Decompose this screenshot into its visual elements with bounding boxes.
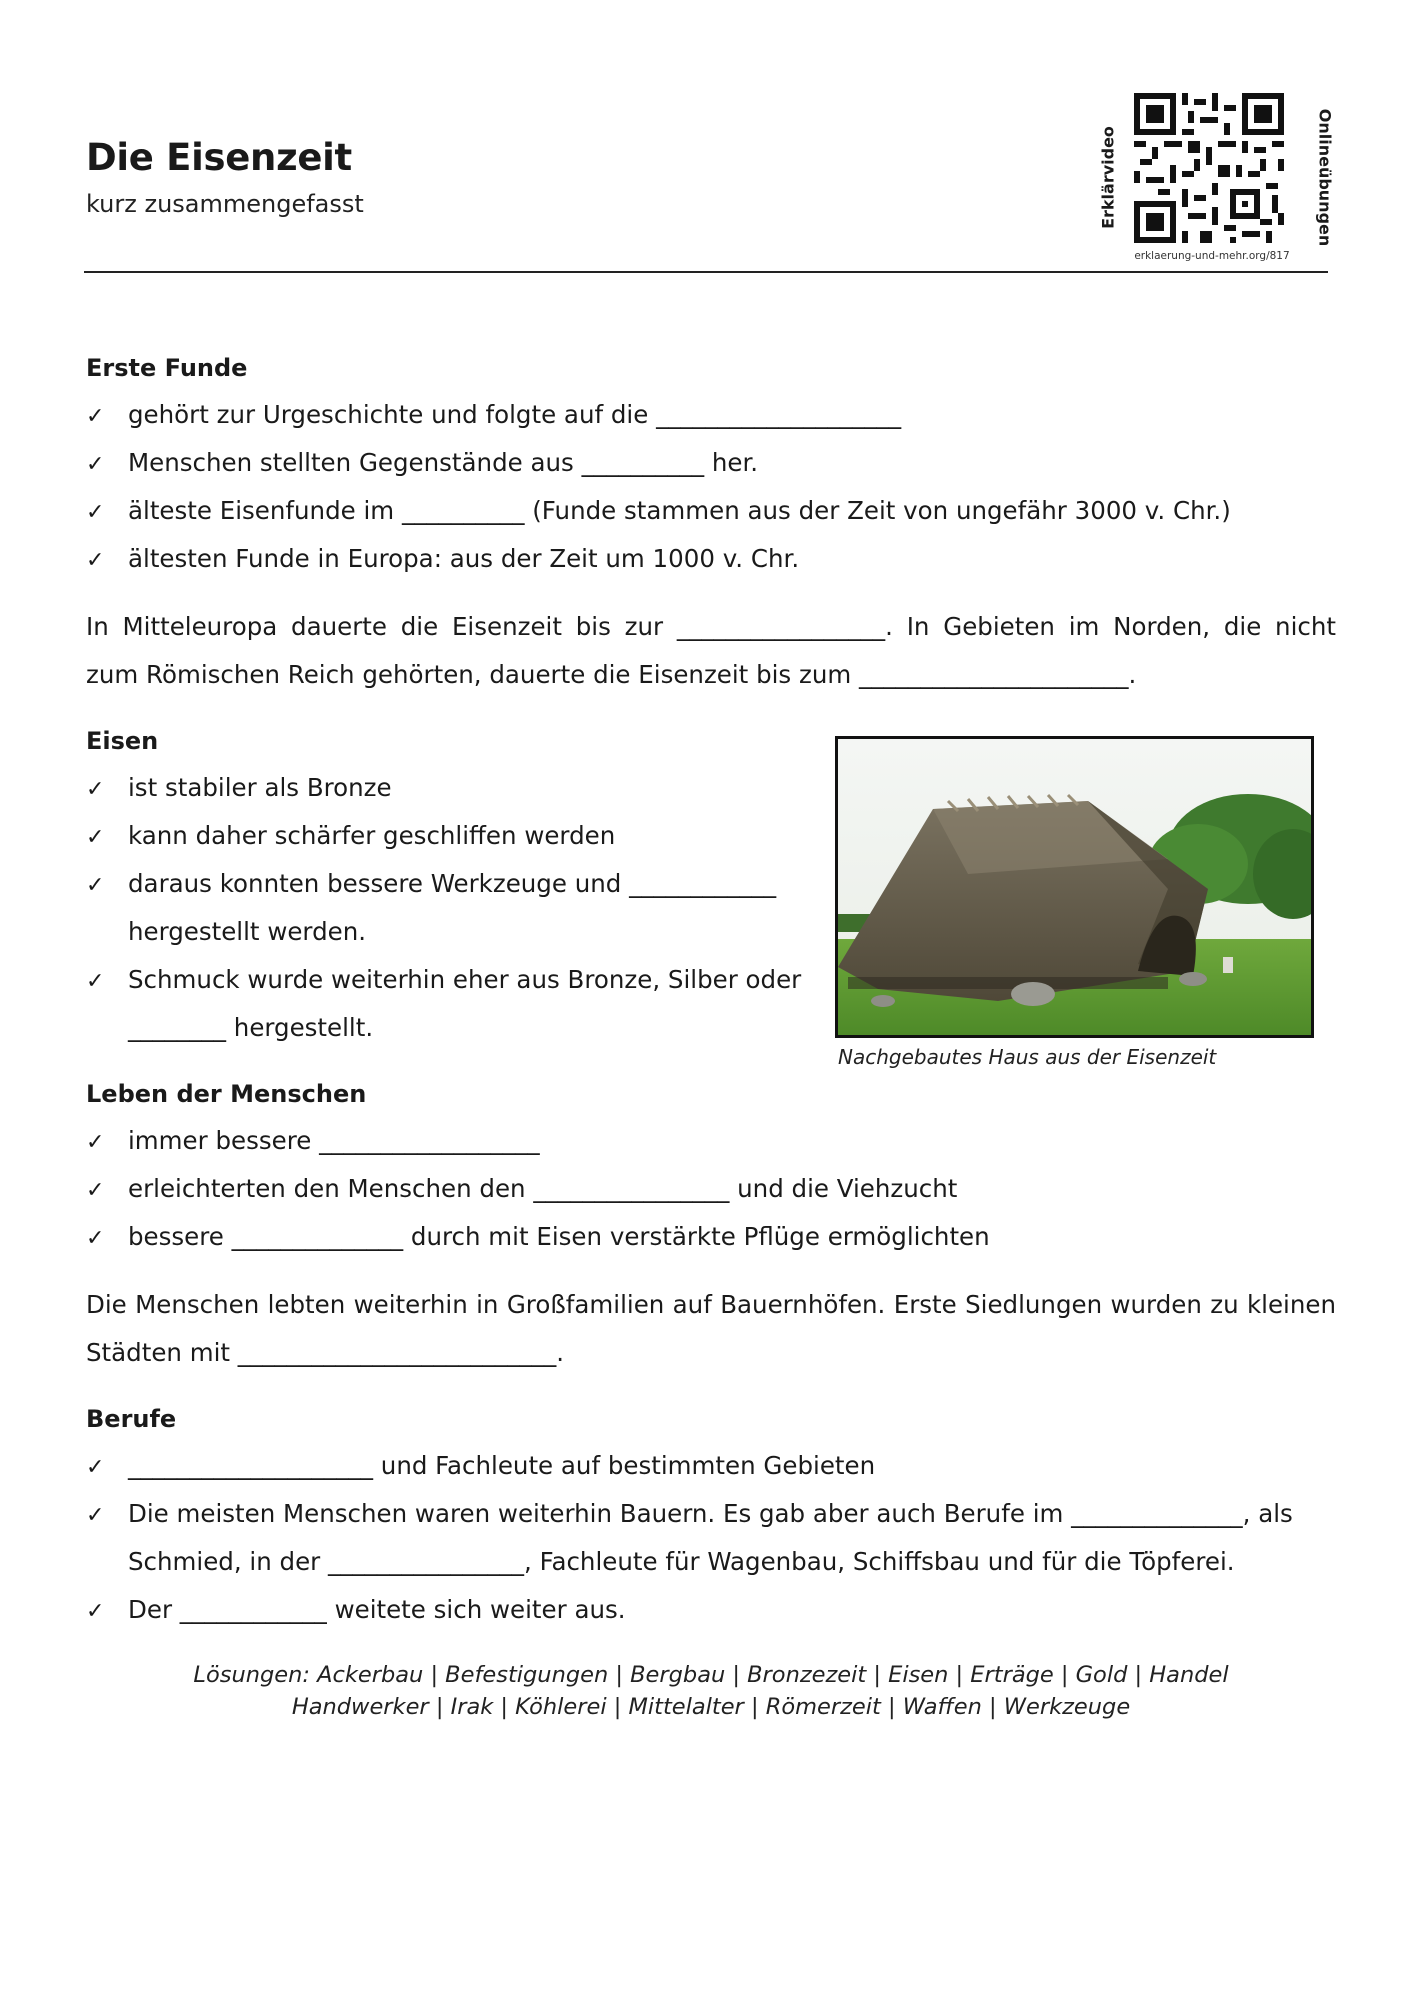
list-item-continuation: ________ hergestellt. — [128, 1013, 374, 1042]
page-title: Die Eisenzeit — [86, 136, 352, 179]
check-icon: ✓ — [86, 1178, 105, 1203]
paragraph-line: zum Römischen Reich gehörten, dauerte die Eisenzeit bis zum ______________________. — [86, 660, 1137, 689]
check-icon: ✓ — [86, 452, 105, 477]
list-item: ✓ gehört zur Urgeschichte und folgte auf die ____________________ — [86, 400, 902, 429]
section-heading-erste-funde: Erste Funde — [86, 354, 248, 382]
list-item: ✓ bessere ______________ durch mit Eisen verstärkte Pflüge ermöglichten — [86, 1222, 990, 1251]
qr-label-video: Erklärvideo — [1098, 126, 1118, 229]
list-item: ✓ Die meisten Menschen waren weiterhin Bauern. Es gab aber auch Berufe im ______________, als — [86, 1499, 1293, 1528]
check-icon: ✓ — [86, 404, 105, 429]
list-item: ✓ ____________________ und Fachleute auf bestimmten Gebieten — [86, 1451, 876, 1480]
list-item: ✓ Der ____________ weitete sich weiter aus. — [86, 1595, 626, 1624]
check-icon: ✓ — [86, 1503, 105, 1528]
check-icon: ✓ — [86, 1599, 105, 1624]
list-item: ✓ Menschen stellten Gegenstände aus __________ her. — [86, 448, 759, 477]
list-item: ✓ ist stabiler als Bronze — [86, 773, 392, 802]
check-icon: ✓ — [86, 969, 105, 994]
check-icon: ✓ — [86, 548, 105, 573]
qr-label-exercises: Onlineübungen — [1315, 108, 1335, 247]
header-divider — [84, 271, 1328, 273]
qr-url[interactable]: erklaerung-und-mehr.org/817 — [1134, 250, 1290, 262]
list-item-continuation: Schmied, in der ________________, Fachleute für Wagenbau, Schiffsbau und für die Töpferei. — [128, 1547, 1235, 1576]
check-icon: ✓ — [86, 777, 105, 802]
check-icon: ✓ — [86, 1226, 105, 1251]
qr-code[interactable] — [1134, 92, 1284, 244]
section-heading-leben: Leben der Menschen — [86, 1080, 367, 1108]
list-item: ✓ immer bessere __________________ — [86, 1126, 540, 1155]
check-icon: ✓ — [86, 1130, 105, 1155]
house-illustration — [838, 739, 1311, 1035]
image-caption: Nachgebautes Haus aus der Eisenzeit — [838, 1045, 1217, 1069]
section-heading-eisen: Eisen — [86, 727, 159, 755]
paragraph-line: In Mitteleuropa dauerte die Eisenzeit bis zur _________________. In Gebieten im Norden, die nicht — [86, 612, 1336, 641]
list-item: ✓ erleichterten den Menschen den ________________ und die Viehzucht — [86, 1174, 958, 1203]
list-item-continuation: hergestellt werden. — [128, 917, 367, 946]
check-icon: ✓ — [86, 825, 105, 850]
paragraph-line: Die Menschen lebten weiterhin in Großfamilien auf Bauernhöfen. Erste Siedlungen wurden zu kleinen — [86, 1290, 1336, 1319]
list-item: ✓ Schmuck wurde weiterhin eher aus Bronze, Silber oder — [86, 965, 802, 994]
solutions-line: Handwerker | Irak | Köhlerei | Mittelalter | Römerzeit | Waffen | Werkzeuge — [291, 1694, 1131, 1720]
solutions-line: Lösungen: Ackerbau | Befestigungen | Bergbau | Bronzezeit | Eisen | Erträge | Gold | Handel — [193, 1662, 1229, 1688]
check-icon: ✓ — [86, 873, 105, 898]
list-item: ✓ älteste Eisenfunde im __________ (Funde stammen aus der Zeit von ungefähr 3000 v. Chr.) — [86, 496, 1231, 525]
check-icon: ✓ — [86, 1455, 105, 1480]
qr-code-icon — [1134, 92, 1284, 244]
list-item: ✓ daraus konnten bessere Werkzeuge und ____________ — [86, 869, 777, 898]
paragraph-line: Städten mit __________________________. — [86, 1338, 565, 1367]
list-item: ✓ kann daher schärfer geschliffen werden — [86, 821, 616, 850]
list-item: ✓ ältesten Funde in Europa: aus der Zeit um 1000 v. Chr. — [86, 544, 800, 573]
section-heading-berufe: Berufe — [86, 1405, 177, 1433]
check-icon: ✓ — [86, 500, 105, 525]
iron-age-house-photo — [835, 736, 1314, 1038]
page-subtitle: kurz zusammengefasst — [86, 190, 364, 218]
